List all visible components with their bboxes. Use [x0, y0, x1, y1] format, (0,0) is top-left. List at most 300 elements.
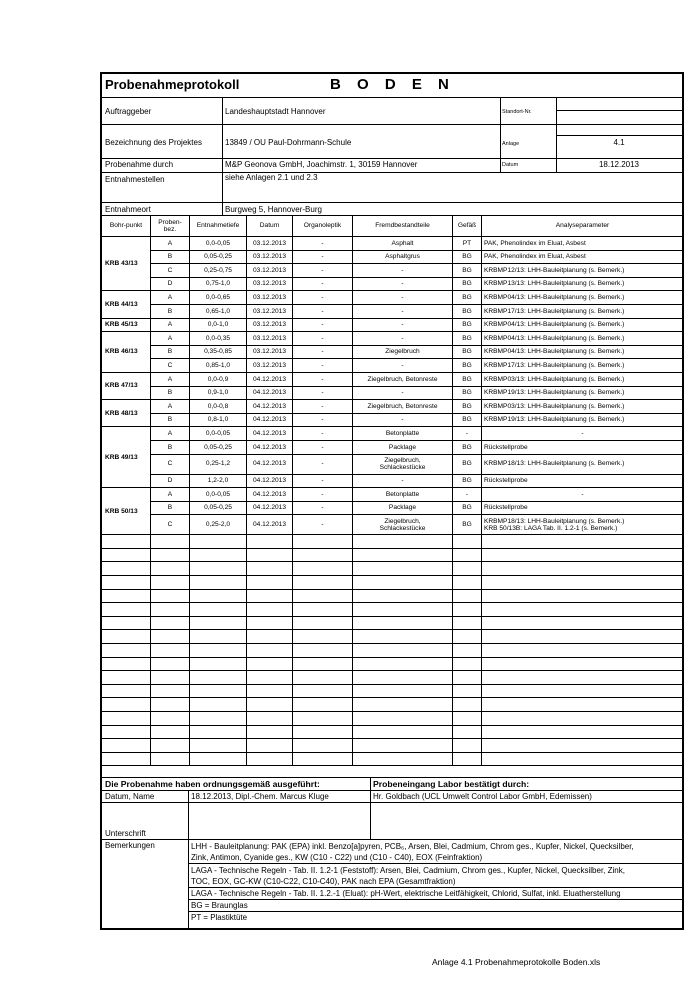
empty-cell — [353, 548, 453, 562]
col-header-datum: Datum — [247, 216, 293, 237]
organoleptik-cell: - — [293, 454, 353, 474]
empty-cell — [482, 616, 684, 630]
gefaess-cell: - — [453, 488, 482, 502]
tiefe-cell: 0,0-0,35 — [190, 332, 247, 346]
organoleptik-cell: - — [293, 501, 353, 515]
empty-cell — [190, 576, 247, 590]
datum-cell: 03.12.2013 — [247, 277, 293, 291]
empty-cell — [293, 548, 353, 562]
datum-cell: 03.12.2013 — [247, 359, 293, 373]
probe-cell: C — [151, 359, 190, 373]
organoleptik-cell: - — [293, 304, 353, 318]
empty-cell — [453, 562, 482, 576]
gefaess-cell: PT — [453, 237, 482, 251]
empty-cell — [190, 671, 247, 685]
tiefe-cell: 0,0-0,05 — [190, 237, 247, 251]
empty-cell — [102, 739, 151, 753]
durch-label: Probenahme durch — [105, 160, 174, 169]
fremd-cell: Packlage — [353, 440, 453, 454]
datum-cell: 03.12.2013 — [247, 291, 293, 305]
analyse-cell: KRBMP04/13: LHH-Bauleitplanung (s. Bemerk.) — [482, 345, 684, 359]
empty-cell — [102, 603, 151, 617]
empty-cell — [190, 535, 247, 549]
datum-cell: 03.12.2013 — [247, 332, 293, 346]
footer-filename: Anlage 4.1 Probenahmeprotokolle Boden.xls — [432, 957, 601, 967]
empty-cell — [102, 616, 151, 630]
empty-cell — [102, 712, 151, 726]
auftraggeber-label: Auftraggeber — [105, 107, 152, 116]
table-row — [102, 427, 684, 441]
empty-cell — [102, 657, 151, 671]
fremd-cell: - — [353, 332, 453, 346]
empty-cell — [482, 712, 684, 726]
analyse-cell: Rückstellprobe — [482, 440, 684, 454]
empty-cell — [482, 752, 684, 766]
datum-cell: 04.12.2013 — [247, 515, 293, 535]
empty-row — [102, 576, 684, 590]
fremd-cell: Asphaltgrus — [353, 250, 453, 264]
tiefe-cell: 0,0-0,65 — [190, 291, 247, 305]
empty-cell — [190, 644, 247, 658]
table-row — [102, 291, 684, 305]
datum-cell: 03.12.2013 — [247, 264, 293, 278]
empty-cell — [102, 671, 151, 685]
empty-cell — [353, 698, 453, 712]
bohrpunkt-cell: KRB 49/13 — [102, 427, 151, 488]
empty-cell — [453, 644, 482, 658]
empty-cell — [151, 752, 190, 766]
datum-cell: 04.12.2013 — [247, 501, 293, 515]
tiefe-cell: 0,0-0,8 — [190, 400, 247, 414]
empty-cell — [293, 562, 353, 576]
tiefe-cell: 0,05-0,25 — [190, 501, 247, 515]
empty-cell — [190, 725, 247, 739]
probe-cell: A — [151, 318, 190, 332]
empty-cell — [293, 589, 353, 603]
bohrpunkt-cell: KRB 46/13 — [102, 332, 151, 373]
remark-bg: BG = Braunglas — [191, 901, 248, 910]
probe-cell: C — [151, 515, 190, 535]
empty-cell — [190, 562, 247, 576]
gefaess-cell: BG — [453, 264, 482, 278]
fremd-cell: Betonplatte — [353, 427, 453, 441]
empty-cell — [102, 548, 151, 562]
empty-cell — [247, 548, 293, 562]
gefaess-cell: - — [453, 427, 482, 441]
empty-cell — [353, 752, 453, 766]
analyse-cell: KRBMP12/13: LHH-Bauleitplanung (s. Bemerk.) — [482, 264, 684, 278]
fremd-cell: - — [353, 386, 453, 400]
table-row — [102, 304, 684, 318]
probe-cell: A — [151, 427, 190, 441]
analyse-cell: Rückstellprobe — [482, 474, 684, 488]
empty-cell — [453, 657, 482, 671]
empty-cell — [353, 616, 453, 630]
fremd-cell: - — [353, 264, 453, 278]
bohrpunkt-cell: KRB 48/13 — [102, 400, 151, 427]
empty-row — [102, 752, 684, 766]
empty-row — [102, 684, 684, 698]
empty-cell — [102, 576, 151, 590]
empty-cell — [453, 739, 482, 753]
analyse-cell: Rückstellprobe — [482, 501, 684, 515]
tiefe-cell: 0,9-1,0 — [190, 386, 247, 400]
empty-cell — [190, 657, 247, 671]
empty-cell — [247, 630, 293, 644]
empty-cell — [190, 589, 247, 603]
empty-cell — [247, 535, 293, 549]
table-row — [102, 345, 684, 359]
analyse-cell: - — [482, 427, 684, 441]
table-row — [102, 359, 684, 373]
empty-cell — [247, 603, 293, 617]
projekt-value: 13849 / OU Paul-Dohrmann-Schule — [225, 138, 352, 147]
tiefe-cell: 0,0-0,05 — [190, 488, 247, 502]
table-row — [102, 454, 684, 474]
empty-cell — [247, 644, 293, 658]
col-header-gefaess: Gefäß — [453, 216, 482, 237]
table-row — [102, 488, 684, 502]
tiefe-cell: 0,0-1,0 — [190, 318, 247, 332]
empty-cell — [102, 752, 151, 766]
table-row — [102, 386, 684, 400]
empty-cell — [247, 671, 293, 685]
empty-cell — [293, 752, 353, 766]
fremd-cell: - — [353, 291, 453, 305]
col-header-proben-bez: Proben-bez. — [151, 216, 190, 237]
empty-cell — [151, 671, 190, 685]
organoleptik-cell: - — [293, 332, 353, 346]
probe-cell: C — [151, 264, 190, 278]
table-row — [102, 318, 684, 332]
fremd-cell: - — [353, 318, 453, 332]
empty-cell — [353, 630, 453, 644]
analyse-cell: - — [482, 488, 684, 502]
durch-value: M&P Geonova GmbH, Joachimstr. 1, 30159 Hannover — [225, 160, 418, 169]
fremd-cell: Betonplatte — [353, 488, 453, 502]
empty-cell — [482, 535, 684, 549]
fremd-cell: Packlage — [353, 501, 453, 515]
organoleptik-cell: - — [293, 277, 353, 291]
projekt-label: Bezeichnung des Projektes — [105, 138, 202, 147]
probe-cell: A — [151, 291, 190, 305]
signoff-right-title: Probeneingang Labor bestätigt durch: — [373, 779, 530, 789]
empty-cell — [102, 589, 151, 603]
empty-cell — [353, 725, 453, 739]
empty-cell — [151, 616, 190, 630]
gefaess-cell: BG — [453, 345, 482, 359]
datum-cell: 04.12.2013 — [247, 372, 293, 386]
col-header-analyseparameter: Analyseparameter — [482, 216, 684, 237]
empty-cell — [353, 684, 453, 698]
table-row — [102, 474, 684, 488]
organoleptik-cell: - — [293, 291, 353, 305]
anlage-value: 4.1 — [613, 138, 625, 147]
organoleptik-cell: - — [293, 318, 353, 332]
empty-cell — [247, 576, 293, 590]
organoleptik-cell: - — [293, 250, 353, 264]
datum-cell: 03.12.2013 — [247, 250, 293, 264]
analyse-cell: PAK, Phenolindex im Eluat, Asbest — [482, 250, 684, 264]
empty-row — [102, 562, 684, 576]
empty-cell — [247, 684, 293, 698]
tiefe-cell: 0,05-0,25 — [190, 440, 247, 454]
standort-label: Standort-Nr. — [502, 109, 532, 115]
empty-cell — [102, 630, 151, 644]
remark-laga-eluat: LAGA - Technische Regeln - Tab. II. 1.2.-1 (Eluat): pH-Wert, elektrische Leitfähigkeit, Chlorid, Sulfat, inkl. Eluatherstellung — [191, 889, 621, 898]
empty-row — [102, 630, 684, 644]
organoleptik-cell: - — [293, 386, 353, 400]
analyse-cell: KRBMP17/13: LHH-Bauleitplanung (s. Bemerk.) — [482, 359, 684, 373]
datum-cell: 03.12.2013 — [247, 345, 293, 359]
empty-cell — [293, 644, 353, 658]
empty-cell — [453, 589, 482, 603]
probe-cell: B — [151, 345, 190, 359]
empty-cell — [482, 630, 684, 644]
datum-cell: 03.12.2013 — [247, 304, 293, 318]
title-bar — [102, 74, 682, 98]
datum-cell: 03.12.2013 — [247, 318, 293, 332]
table-row — [102, 264, 684, 278]
empty-cell — [353, 562, 453, 576]
gefaess-cell: BG — [453, 400, 482, 414]
analyse-cell: KRBMP18/13: LHH-Bauleitplanung (s. Bemerk.) — [482, 454, 684, 474]
remark-laga-feststoff: LAGA - Technische Regeln - Tab. II. 1.2-1 (Feststoff): Arsen, Blei, Cadmium, Chrom ges., Kupfer, Nickel, Quecksilber, Zink, TOC, EOX, GC-KW (C10-C22, C10-C40), PAK nach EPA (Gesamtfraktion) — [191, 866, 625, 886]
tiefe-cell: 0,75-1,0 — [190, 277, 247, 291]
empty-cell — [190, 752, 247, 766]
table-row — [102, 372, 684, 386]
empty-cell — [453, 548, 482, 562]
empty-cell — [482, 576, 684, 590]
organoleptik-cell: - — [293, 440, 353, 454]
empty-row — [102, 589, 684, 603]
probe-cell: B — [151, 304, 190, 318]
empty-cell — [482, 657, 684, 671]
bemerkungen-label: Bemerkungen — [105, 841, 155, 850]
table-row — [102, 440, 684, 454]
analyse-cell: KRBMP19/13: LHH-Bauleitplanung (s. Bemerk.) — [482, 386, 684, 400]
empty-cell — [353, 603, 453, 617]
entnahmeort-value: Burgweg 5, Hannover-Burg — [225, 205, 322, 214]
gefaess-cell: BG — [453, 474, 482, 488]
tiefe-cell: 0,8-1,0 — [190, 413, 247, 427]
table-row — [102, 515, 684, 535]
empty-cell — [151, 739, 190, 753]
analyse-cell: KRBMP04/13: LHH-Bauleitplanung (s. Bemerk.) — [482, 318, 684, 332]
probe-cell: B — [151, 440, 190, 454]
empty-cell — [453, 752, 482, 766]
empty-cell — [353, 576, 453, 590]
fremd-cell: - — [353, 277, 453, 291]
empty-cell — [190, 630, 247, 644]
tiefe-cell: 0,25-0,75 — [190, 264, 247, 278]
empty-row — [102, 548, 684, 562]
empty-cell — [151, 684, 190, 698]
fremd-cell: Asphalt — [353, 237, 453, 251]
empty-cell — [293, 535, 353, 549]
tiefe-cell: 0,35-0,85 — [190, 345, 247, 359]
auftraggeber-value: Landeshauptstadt Hannover — [225, 107, 326, 116]
fremd-cell: - — [353, 359, 453, 373]
organoleptik-cell: - — [293, 359, 353, 373]
empty-cell — [482, 739, 684, 753]
empty-cell — [151, 603, 190, 617]
empty-cell — [190, 712, 247, 726]
fremd-cell: Ziegelbruch — [353, 345, 453, 359]
gefaess-cell: BG — [453, 250, 482, 264]
empty-cell — [151, 657, 190, 671]
empty-cell — [190, 698, 247, 712]
gefaess-cell: BG — [453, 304, 482, 318]
probe-cell: A — [151, 372, 190, 386]
empty-cell — [482, 671, 684, 685]
col-header-entnahmetiefe: Entnahmetiefe — [190, 216, 247, 237]
empty-cell — [247, 712, 293, 726]
empty-row — [102, 603, 684, 617]
probe-cell: B — [151, 501, 190, 515]
organoleptik-cell: - — [293, 413, 353, 427]
datum-label: Datum — [502, 162, 519, 168]
tiefe-cell: 0,25-2,0 — [190, 515, 247, 535]
entnahmeort-label: Entnahmeort — [105, 205, 151, 214]
fremd-cell: Ziegelbruch, Schlackestücke — [353, 515, 453, 535]
empty-cell — [353, 739, 453, 753]
empty-cell — [102, 644, 151, 658]
analyse-cell: KRBMP19/13: LHH-Bauleitplanung (s. Bemerk.) — [482, 413, 684, 427]
datum-cell: 04.12.2013 — [247, 400, 293, 414]
empty-cell — [247, 739, 293, 753]
table-row — [102, 332, 684, 346]
datum-cell: 03.12.2013 — [247, 237, 293, 251]
empty-cell — [482, 548, 684, 562]
col-header-bohrpunkt: Bohr-punkt — [102, 216, 151, 237]
bohrpunkt-cell: KRB 45/13 — [102, 318, 151, 332]
empty-cell — [190, 739, 247, 753]
datum-cell: 04.12.2013 — [247, 386, 293, 400]
probe-cell: A — [151, 488, 190, 502]
page-title: Probenahmeprotokoll — [105, 77, 240, 92]
fremd-cell: - — [353, 304, 453, 318]
fremd-cell: - — [353, 413, 453, 427]
tiefe-cell: 0,85-1,0 — [190, 359, 247, 373]
bohrpunkt-cell: KRB 50/13 — [102, 488, 151, 535]
bohrpunkt-cell: KRB 43/13 — [102, 237, 151, 291]
datum-cell: 04.12.2013 — [247, 413, 293, 427]
table-row — [102, 501, 684, 515]
analyse-cell: KRBMP13/13: LHH-Bauleitplanung (s. Bemerk.) — [482, 277, 684, 291]
fremd-cell: Ziegelbruch, Schlackestücke — [353, 454, 453, 474]
empty-cell — [453, 576, 482, 590]
empty-cell — [247, 752, 293, 766]
empty-cell — [247, 562, 293, 576]
empty-cell — [293, 739, 353, 753]
col-header-organoleptik: Organoleptik — [293, 216, 353, 237]
empty-cell — [453, 603, 482, 617]
empty-cell — [247, 698, 293, 712]
analyse-cell: PAK, Phenolindex im Eluat, Asbest — [482, 237, 684, 251]
analyse-cell: KRBMP17/13: LHH-Bauleitplanung (s. Bemerk.) — [482, 304, 684, 318]
empty-cell — [190, 603, 247, 617]
unterschrift-label: Unterschrift — [105, 829, 146, 838]
empty-cell — [453, 712, 482, 726]
bohrpunkt-cell: KRB 44/13 — [102, 291, 151, 318]
fremd-cell: Ziegelbruch, Betonreste — [353, 400, 453, 414]
probe-cell: C — [151, 454, 190, 474]
gefaess-cell: BG — [453, 413, 482, 427]
empty-cell — [453, 698, 482, 712]
bohrpunkt-cell: KRB 47/13 — [102, 372, 151, 399]
organoleptik-cell: - — [293, 427, 353, 441]
gefaess-cell: BG — [453, 318, 482, 332]
empty-row — [102, 698, 684, 712]
table-row — [102, 400, 684, 414]
empty-cell — [353, 671, 453, 685]
remark-pt: PT = Plastiktüte — [191, 913, 248, 922]
signoff-left-title: Die Probenahme haben ordnungsgemäß ausgeführt: — [105, 779, 320, 789]
datum-name-value: 18.12.2013, Dipl.-Chem. Marcus Kluge — [191, 792, 329, 801]
empty-cell — [102, 698, 151, 712]
empty-cell — [151, 630, 190, 644]
empty-cell — [453, 725, 482, 739]
datum-cell: 04.12.2013 — [247, 454, 293, 474]
tiefe-cell: 0,25-1,2 — [190, 454, 247, 474]
empty-cell — [293, 630, 353, 644]
datum-cell: 04.12.2013 — [247, 427, 293, 441]
empty-cell — [247, 725, 293, 739]
probe-cell: A — [151, 400, 190, 414]
organoleptik-cell: - — [293, 474, 353, 488]
empty-cell — [453, 535, 482, 549]
datum-name-label: Datum, Name — [105, 792, 155, 801]
entnahmestellen-label: Entnahmestellen — [105, 175, 165, 184]
gefaess-cell: BG — [453, 372, 482, 386]
empty-cell — [190, 548, 247, 562]
gefaess-cell: BG — [453, 359, 482, 373]
empty-row — [102, 671, 684, 685]
empty-cell — [102, 725, 151, 739]
probe-cell: D — [151, 474, 190, 488]
empty-row — [102, 657, 684, 671]
empty-cell — [453, 630, 482, 644]
protocol-frame — [100, 72, 684, 930]
empty-cell — [151, 548, 190, 562]
empty-cell — [293, 671, 353, 685]
tiefe-cell: 0,05-0,25 — [190, 250, 247, 264]
empty-cell — [293, 712, 353, 726]
empty-row — [102, 739, 684, 753]
empty-cell — [151, 698, 190, 712]
table-row — [102, 277, 684, 291]
labor-value: Hr. Goldbach (UCL Umwelt Control Labor GmbH, Edemissen) — [373, 792, 592, 801]
empty-cell — [453, 616, 482, 630]
empty-cell — [190, 616, 247, 630]
empty-row — [102, 712, 684, 726]
table-row — [102, 413, 684, 427]
empty-cell — [190, 684, 247, 698]
gefaess-cell: BG — [453, 386, 482, 400]
analyse-cell: KRBMP03/13: LHH-Bauleitplanung (s. Bemerk.) — [482, 400, 684, 414]
empty-cell — [293, 616, 353, 630]
sample-table — [101, 215, 684, 766]
empty-cell — [453, 684, 482, 698]
empty-cell — [151, 562, 190, 576]
analyse-cell: KRBMP03/13: LHH-Bauleitplanung (s. Bemerk.) — [482, 372, 684, 386]
empty-cell — [293, 725, 353, 739]
empty-cell — [482, 725, 684, 739]
empty-cell — [102, 562, 151, 576]
fremd-cell: Ziegelbruch, Betonreste — [353, 372, 453, 386]
empty-cell — [353, 535, 453, 549]
